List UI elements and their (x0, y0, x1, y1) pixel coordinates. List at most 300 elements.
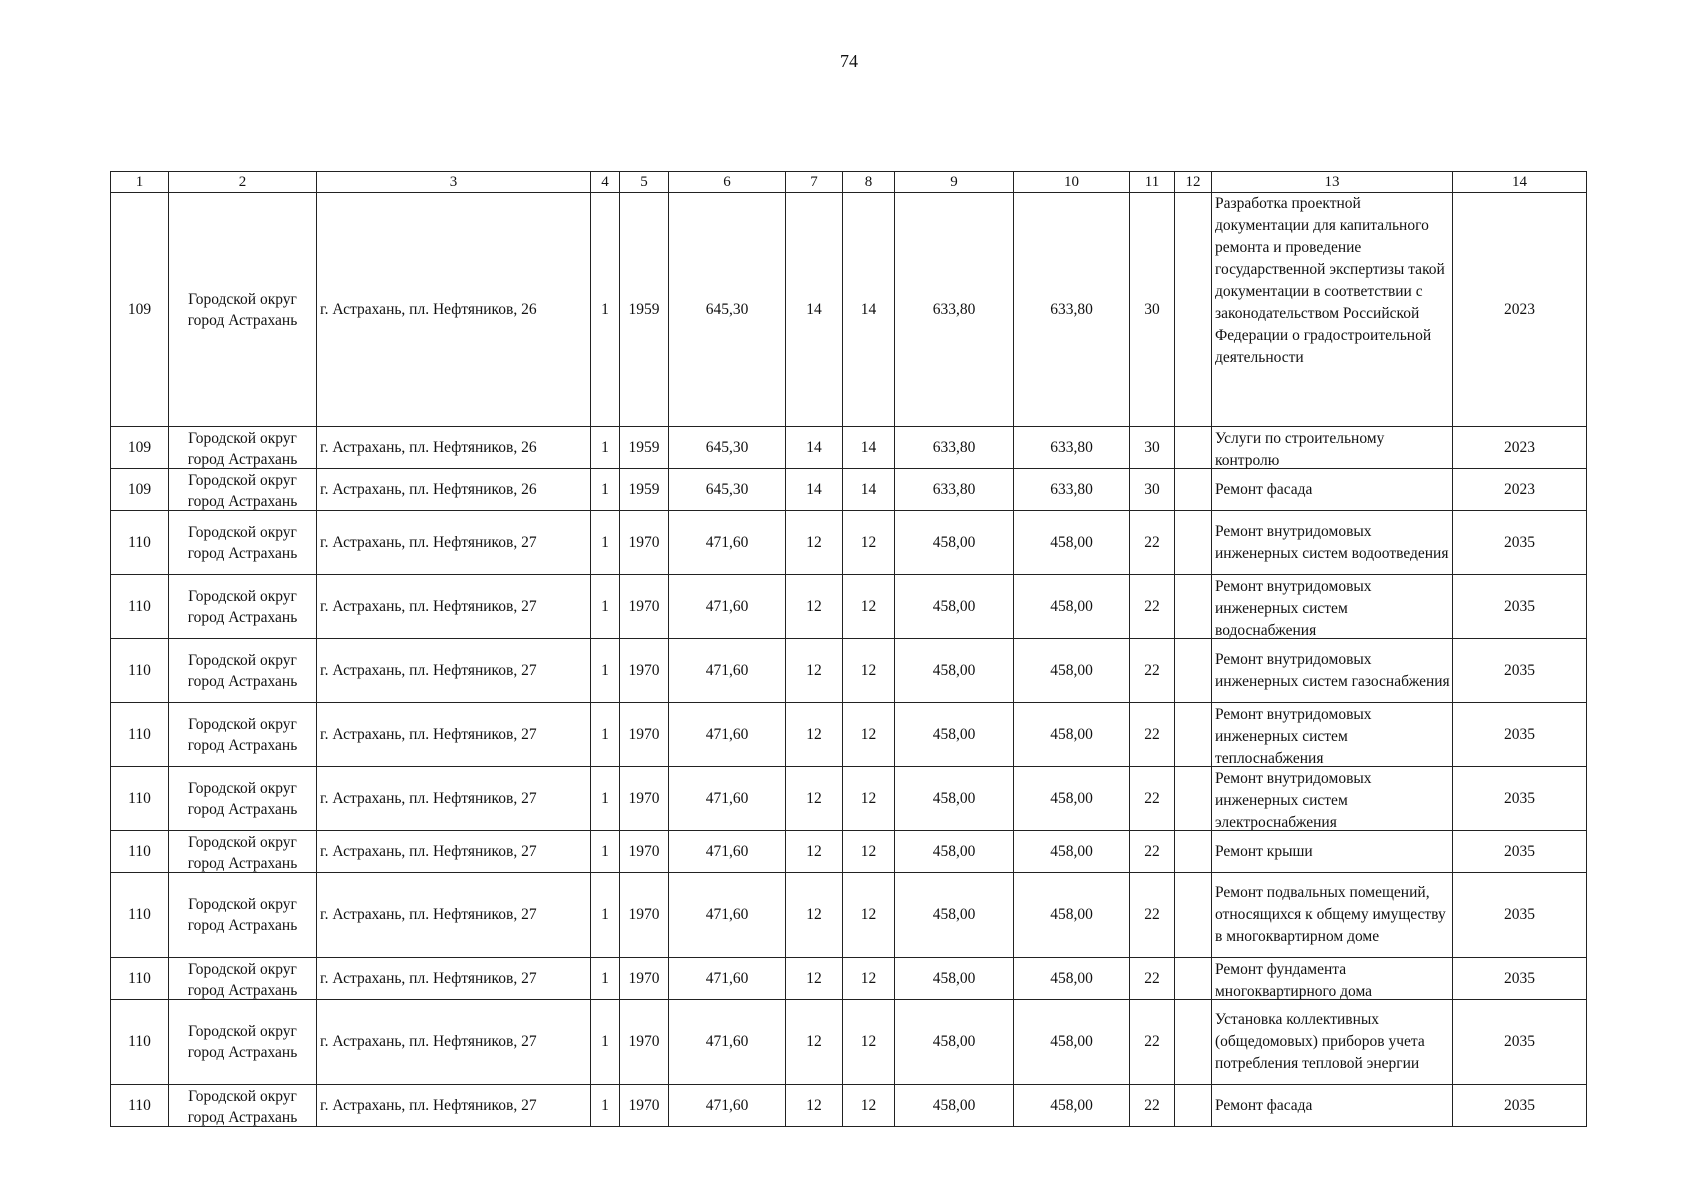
cell-col-3 (317, 469, 591, 511)
table-body (111, 193, 1587, 1127)
cell-text: 1959 (628, 480, 660, 498)
cell-text: 471,60 (705, 533, 749, 551)
cell-col-9 (895, 873, 1014, 958)
page-number: 74 (840, 51, 858, 71)
cell-text: 458,00 (1050, 906, 1093, 923)
cell-text: 1 (601, 533, 609, 551)
cell-text: г. Астрахань, пл. Нефтяников, 27 (320, 533, 537, 551)
capital-repair-table (110, 171, 1587, 1127)
cell-text: 22 (1144, 533, 1160, 551)
cell-col-3 (317, 703, 591, 767)
cell-col-8 (843, 1000, 895, 1085)
cell-col-1 (111, 427, 169, 469)
cell-text: Городской округ город Астрахань (187, 779, 298, 818)
cell-col-7 (786, 511, 843, 575)
cell-text: 110 (128, 1033, 151, 1050)
cell-text: 1970 (628, 533, 660, 551)
cell-text: Ремонт внутридомовых инженерных систем электроснабжения (1215, 769, 1372, 830)
cell-col-2 (169, 575, 317, 639)
cell-text: 1970 (628, 1033, 660, 1050)
cell-col-8 (843, 958, 895, 1000)
cell-text: 633,80 (1050, 438, 1093, 456)
cell-col-13 (1212, 193, 1453, 427)
cell-col-2 (169, 767, 317, 831)
cell-text: 22 (1144, 1096, 1160, 1114)
cell-col-11 (1130, 1085, 1175, 1127)
cell-col-9 (895, 831, 1014, 873)
cell-text: 1 (601, 661, 609, 679)
cell-col-10 (1014, 469, 1130, 511)
cell-col-5 (620, 767, 669, 831)
cell-text: г. Астрахань, пл. Нефтяников, 26 (320, 480, 537, 498)
cell-col-1 (111, 469, 169, 511)
cell-text: 30 (1144, 438, 1160, 456)
cell-text: 458,00 (932, 906, 976, 923)
cell-col-8 (843, 703, 895, 767)
cell-col-3 (317, 193, 591, 427)
table-row (111, 511, 1587, 575)
cell-col-13 (1212, 639, 1453, 703)
cell-col-8 (843, 831, 895, 873)
cell-col-11 (1130, 639, 1175, 703)
cell-text: 1970 (628, 842, 660, 860)
cell-col-5 (620, 511, 669, 575)
cell-col-13 (1212, 469, 1453, 511)
cell-col-1 (111, 873, 169, 958)
cell-text: 110 (128, 661, 151, 679)
cell-col-13 (1212, 575, 1453, 639)
cell-col-8 (843, 873, 895, 958)
cell-text: 633,80 (1050, 300, 1093, 318)
cell-col-11 (1130, 831, 1175, 873)
cell-col-6 (669, 639, 786, 703)
table-row (111, 703, 1587, 767)
cell-text: 458,00 (1050, 789, 1093, 807)
cell-col-14 (1453, 469, 1587, 511)
cell-text: 2035 (1504, 725, 1535, 743)
cell-text: 109 (127, 480, 152, 498)
cell-col-1 (111, 1085, 169, 1127)
column-header-12: 12 (1175, 172, 1212, 193)
cell-text: Городской округ город Астрахань (187, 471, 298, 510)
column-header-9: 9 (895, 172, 1014, 193)
cell-col-5 (620, 831, 669, 873)
cell-col-10 (1014, 703, 1130, 767)
cell-text: Ремонт крыши (1215, 842, 1313, 860)
cell-col-10 (1014, 767, 1130, 831)
cell-text: 458,00 (932, 533, 976, 551)
cell-col-4 (591, 1085, 620, 1127)
cell-text: 1970 (628, 906, 660, 923)
cell-text: Ремонт внутридомовых инженерных систем водоотведения (1215, 522, 1449, 562)
cell-col-2 (169, 873, 317, 958)
cell-col-14 (1453, 831, 1587, 873)
cell-col-14 (1453, 575, 1587, 639)
cell-text: 471,60 (705, 661, 749, 679)
cell-text: 471,60 (705, 906, 749, 923)
cell-text: 458,00 (1050, 1033, 1093, 1050)
cell-text: 1959 (628, 300, 660, 318)
cell-col-9 (895, 767, 1014, 831)
cell-text: 22 (1144, 1033, 1160, 1050)
cell-col-2 (169, 427, 317, 469)
cell-col-2 (169, 1000, 317, 1085)
column-header-2: 2 (169, 172, 317, 193)
cell-col-1 (111, 831, 169, 873)
cell-text: 12 (860, 906, 877, 923)
cell-text: Городской округ город Астрахань (187, 833, 298, 872)
cell-col-4 (591, 831, 620, 873)
cell-text: 14 (860, 438, 877, 456)
cell-text: 12 (806, 969, 822, 987)
table-row (111, 427, 1587, 469)
cell-text: 110 (128, 1096, 151, 1114)
cell-col-10 (1014, 831, 1130, 873)
cell-text: 458,00 (1050, 661, 1093, 679)
cell-col-6 (669, 958, 786, 1000)
cell-col-14 (1453, 511, 1587, 575)
cell-text: 633,80 (1050, 480, 1093, 498)
cell-text: 1970 (628, 789, 660, 807)
cell-col-9 (895, 575, 1014, 639)
cell-text: 458,00 (932, 789, 976, 807)
cell-col-3 (317, 873, 591, 958)
cell-col-14 (1453, 767, 1587, 831)
table-header (111, 172, 1587, 193)
cell-text: 12 (860, 1096, 877, 1114)
cell-col-10 (1014, 575, 1130, 639)
cell-text: 458,00 (1050, 842, 1093, 860)
cell-col-12 (1175, 703, 1212, 767)
cell-text: 22 (1144, 842, 1160, 860)
cell-text: Ремонт внутридомовых инженерных систем водоснабжения (1215, 577, 1372, 638)
cell-text: 458,00 (1050, 725, 1093, 743)
cell-text: 1 (601, 300, 609, 318)
cell-col-1 (111, 193, 169, 427)
cell-col-7 (786, 193, 843, 427)
cell-text: Городской округ город Астрахань (187, 1087, 298, 1126)
cell-col-8 (843, 427, 895, 469)
cell-text: 458,00 (1050, 597, 1093, 615)
cell-text: 471,60 (705, 969, 749, 987)
cell-text: Городской округ город Астрахань (187, 290, 298, 329)
cell-col-4 (591, 575, 620, 639)
cell-text: 1970 (628, 725, 660, 743)
cell-col-2 (169, 511, 317, 575)
cell-text: 2035 (1504, 842, 1535, 860)
cell-text: г. Астрахань, пл. Нефтяников, 26 (320, 300, 537, 318)
cell-col-7 (786, 469, 843, 511)
cell-col-1 (111, 511, 169, 575)
table-row (111, 1085, 1587, 1127)
cell-text: 458,00 (932, 1033, 976, 1050)
cell-col-2 (169, 958, 317, 1000)
cell-col-13 (1212, 831, 1453, 873)
cell-col-11 (1130, 427, 1175, 469)
cell-text: 14 (806, 300, 822, 318)
cell-text: 14 (806, 438, 822, 456)
cell-text: 458,00 (932, 842, 976, 860)
cell-col-4 (591, 511, 620, 575)
cell-text: 12 (860, 725, 877, 743)
cell-text: 12 (806, 597, 822, 615)
cell-col-2 (169, 1085, 317, 1127)
cell-text: 110 (128, 597, 151, 615)
cell-text: г. Астрахань, пл. Нефтяников, 27 (320, 597, 537, 615)
cell-text: Городской округ город Астрахань (187, 960, 298, 999)
cell-col-4 (591, 873, 620, 958)
cell-col-4 (591, 427, 620, 469)
column-header-14: 14 (1453, 172, 1587, 193)
cell-col-7 (786, 1000, 843, 1085)
cell-col-6 (669, 193, 786, 427)
cell-text: 633,80 (932, 480, 976, 498)
cell-text: 12 (806, 842, 822, 860)
column-header-13: 13 (1212, 172, 1453, 193)
cell-col-8 (843, 575, 895, 639)
cell-col-3 (317, 575, 591, 639)
cell-text: Городской округ город Астрахань (187, 896, 298, 934)
cell-col-8 (843, 767, 895, 831)
cell-text: Ремонт внутридомовых инженерных систем теплоснабжения (1215, 705, 1372, 766)
cell-col-2 (169, 469, 317, 511)
cell-col-14 (1453, 958, 1587, 1000)
cell-col-13 (1212, 703, 1453, 767)
cell-col-9 (895, 469, 1014, 511)
cell-text: 12 (860, 1033, 877, 1050)
cell-text: Городской округ город Астрахань (187, 651, 298, 690)
cell-col-11 (1130, 1000, 1175, 1085)
cell-text: 471,60 (705, 789, 749, 807)
cell-text: 458,00 (932, 597, 976, 615)
cell-text: г. Астрахань, пл. Нефтяников, 27 (320, 661, 537, 679)
cell-col-6 (669, 703, 786, 767)
cell-text: 1 (601, 906, 609, 923)
cell-text: 12 (806, 1033, 822, 1050)
cell-text: 471,60 (705, 725, 749, 743)
cell-col-10 (1014, 873, 1130, 958)
cell-col-8 (843, 193, 895, 427)
cell-text: 12 (860, 789, 877, 807)
cell-col-12 (1175, 1000, 1212, 1085)
cell-col-5 (620, 427, 669, 469)
cell-text: 109 (127, 438, 152, 456)
cell-col-4 (591, 469, 620, 511)
cell-col-11 (1130, 575, 1175, 639)
cell-col-3 (317, 831, 591, 873)
cell-col-1 (111, 703, 169, 767)
cell-text: Городской округ город Астрахань (187, 715, 298, 754)
cell-text: 458,00 (1050, 969, 1093, 987)
cell-text: 1 (601, 1033, 609, 1050)
cell-col-12 (1175, 469, 1212, 511)
cell-col-4 (591, 767, 620, 831)
cell-text: 12 (806, 725, 822, 743)
column-header-6: 6 (669, 172, 786, 193)
cell-col-5 (620, 703, 669, 767)
cell-col-9 (895, 639, 1014, 703)
cell-text: 1970 (628, 1096, 660, 1114)
cell-text: Ремонт фундамента многоквартирного дома (1215, 960, 1373, 999)
cell-col-5 (620, 1000, 669, 1085)
cell-col-9 (895, 1085, 1014, 1127)
cell-text: 2035 (1504, 969, 1535, 987)
cell-col-6 (669, 1085, 786, 1127)
cell-col-13 (1212, 873, 1453, 958)
cell-col-1 (111, 958, 169, 1000)
cell-text: Городской округ город Астрахань (187, 587, 298, 626)
cell-col-6 (669, 575, 786, 639)
cell-text: Городской округ город Астрахань (187, 429, 298, 468)
cell-text: 12 (860, 969, 877, 987)
cell-col-13 (1212, 1000, 1453, 1085)
cell-text: 1970 (628, 661, 660, 679)
cell-text: 1 (601, 438, 609, 456)
cell-text: г. Астрахань, пл. Нефтяников, 27 (320, 725, 537, 743)
cell-text: Разработка проектной документации для капитального ремонта и проведение государственной экспертизы такой документации в соответствии с законодательством Российской Федерации о градостроительной деятельности (1215, 195, 1445, 366)
cell-text: 645,30 (705, 300, 749, 318)
cell-col-12 (1175, 575, 1212, 639)
cell-col-12 (1175, 958, 1212, 1000)
cell-text: 2035 (1504, 597, 1535, 615)
column-header-11: 11 (1130, 172, 1175, 193)
cell-text: 12 (860, 533, 877, 551)
cell-col-11 (1130, 958, 1175, 1000)
cell-text: 2035 (1504, 661, 1535, 679)
cell-col-12 (1175, 831, 1212, 873)
table-row (111, 873, 1587, 958)
cell-text: 30 (1144, 480, 1160, 498)
cell-col-4 (591, 703, 620, 767)
cell-col-9 (895, 703, 1014, 767)
cell-col-14 (1453, 1000, 1587, 1085)
cell-col-3 (317, 1000, 591, 1085)
cell-text: 1 (601, 597, 609, 615)
cell-text: 471,60 (705, 842, 749, 860)
table-row (111, 575, 1587, 639)
cell-col-7 (786, 873, 843, 958)
cell-text: 14 (860, 300, 877, 318)
cell-col-10 (1014, 427, 1130, 469)
cell-col-9 (895, 193, 1014, 427)
cell-text: 12 (806, 1096, 822, 1114)
cell-col-10 (1014, 511, 1130, 575)
cell-col-9 (895, 511, 1014, 575)
column-header-3: 3 (317, 172, 591, 193)
column-header-5: 5 (620, 172, 669, 193)
cell-col-6 (669, 469, 786, 511)
cell-text: 12 (806, 533, 822, 551)
cell-text: 471,60 (705, 1096, 749, 1114)
cell-text: Ремонт фасада (1215, 480, 1313, 498)
cell-text: 2023 (1504, 438, 1535, 456)
cell-text: 458,00 (932, 725, 976, 743)
cell-col-2 (169, 831, 317, 873)
cell-col-6 (669, 1000, 786, 1085)
cell-text: г. Астрахань, пл. Нефтяников, 27 (320, 1096, 537, 1114)
cell-text: 1 (601, 480, 609, 498)
cell-text: 1 (601, 789, 609, 807)
cell-col-3 (317, 767, 591, 831)
cell-col-12 (1175, 767, 1212, 831)
cell-text: 1 (601, 725, 609, 743)
cell-col-2 (169, 639, 317, 703)
cell-col-14 (1453, 427, 1587, 469)
cell-col-10 (1014, 193, 1130, 427)
cell-col-13 (1212, 427, 1453, 469)
cell-col-5 (620, 1085, 669, 1127)
cell-col-8 (843, 639, 895, 703)
cell-col-14 (1453, 1085, 1587, 1127)
cell-col-14 (1453, 639, 1587, 703)
cell-col-11 (1130, 703, 1175, 767)
cell-text: 2035 (1504, 1096, 1535, 1114)
table-row (111, 1000, 1587, 1085)
cell-col-1 (111, 1000, 169, 1085)
cell-col-5 (620, 469, 669, 511)
cell-text: 110 (128, 789, 151, 807)
cell-col-14 (1453, 703, 1587, 767)
cell-text: 14 (860, 480, 877, 498)
cell-col-4 (591, 639, 620, 703)
column-header-1: 1 (111, 172, 169, 193)
cell-col-7 (786, 639, 843, 703)
cell-text: 633,80 (932, 300, 976, 318)
cell-col-14 (1453, 193, 1587, 427)
cell-text: 471,60 (705, 597, 749, 615)
cell-text: 12 (860, 597, 877, 615)
cell-col-11 (1130, 193, 1175, 427)
cell-text: 22 (1144, 661, 1160, 679)
cell-col-3 (317, 1085, 591, 1127)
cell-text: 14 (806, 480, 822, 498)
cell-col-2 (169, 193, 317, 427)
cell-col-8 (843, 511, 895, 575)
cell-col-9 (895, 427, 1014, 469)
cell-col-7 (786, 831, 843, 873)
cell-text: 22 (1144, 906, 1160, 923)
table-row (111, 639, 1587, 703)
cell-text: г. Астрахань, пл. Нефтяников, 27 (320, 906, 537, 923)
cell-col-3 (317, 427, 591, 469)
cell-col-11 (1130, 469, 1175, 511)
cell-col-10 (1014, 958, 1130, 1000)
cell-col-6 (669, 427, 786, 469)
cell-col-4 (591, 958, 620, 1000)
cell-col-12 (1175, 1085, 1212, 1127)
cell-col-11 (1130, 511, 1175, 575)
cell-text: 471,60 (705, 1033, 749, 1050)
cell-col-10 (1014, 1000, 1130, 1085)
cell-text: 633,80 (932, 438, 976, 456)
cell-text: Ремонт фасада (1215, 1096, 1313, 1114)
cell-col-13 (1212, 767, 1453, 831)
cell-text: 458,00 (932, 969, 976, 987)
cell-col-3 (317, 958, 591, 1000)
cell-col-7 (786, 575, 843, 639)
cell-text: 458,00 (1050, 533, 1093, 551)
cell-text: 2023 (1504, 480, 1535, 498)
column-number-row (111, 172, 1587, 193)
cell-col-1 (111, 575, 169, 639)
cell-col-12 (1175, 193, 1212, 427)
cell-text: 1970 (628, 597, 660, 615)
cell-text: 645,30 (705, 480, 749, 498)
cell-text: Установка коллективных (общедомовых) приборов учета потребления тепловой энергии (1215, 1011, 1425, 1072)
cell-text: 1970 (628, 969, 660, 987)
cell-text: 110 (128, 725, 151, 743)
cell-col-9 (895, 1000, 1014, 1085)
